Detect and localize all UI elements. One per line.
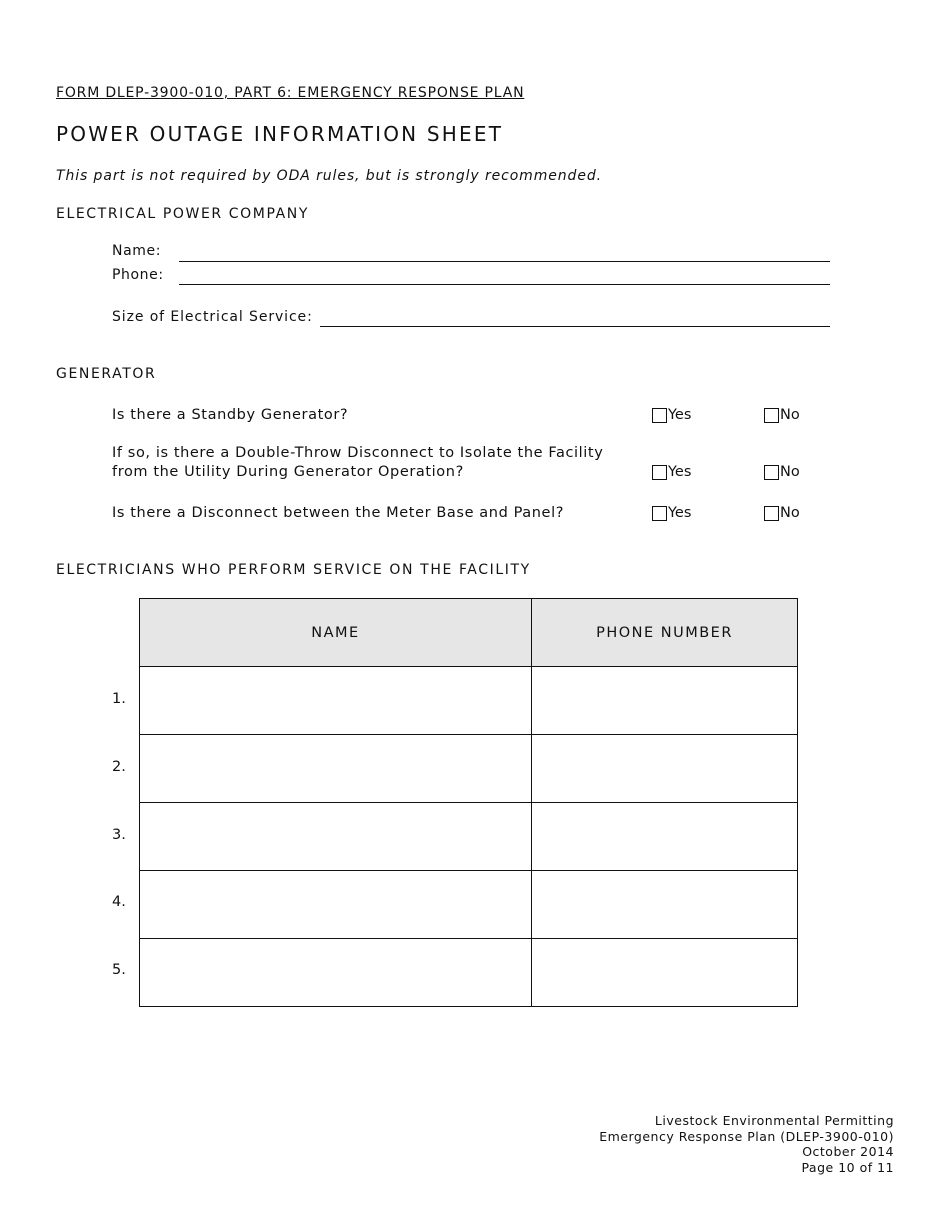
row-number: 3. — [112, 827, 126, 843]
yes-label: Yes — [668, 464, 692, 480]
company-name-field[interactable] — [179, 261, 830, 262]
double-throw-no[interactable] — [764, 464, 800, 480]
table-row — [140, 939, 798, 1007]
yes-label: Yes — [668, 505, 692, 521]
standby-generator-yes[interactable] — [652, 407, 691, 423]
service-size-label: Size of Electrical Service: — [112, 309, 313, 325]
electrician-phone-cell[interactable] — [532, 803, 798, 871]
electrician-name-cell[interactable] — [140, 871, 532, 939]
electrician-phone-cell[interactable] — [532, 735, 798, 803]
yes-label: Yes — [668, 407, 692, 423]
double-throw-question: If so, is there a Double-Throw Disconnect to Isolate the Facility from the Utility During Generator Operation? — [112, 445, 604, 480]
standby-generator-no[interactable] — [764, 407, 800, 423]
checkbox[interactable] — [764, 506, 779, 521]
page-footer — [599, 1113, 894, 1175]
electrician-phone-cell[interactable] — [532, 939, 798, 1007]
form-identifier: FORM DLEP-3900-010, PART 6: EMERGENCY RESPONSE PLAN — [56, 85, 525, 101]
table-row — [140, 735, 798, 803]
footer-date: October 2014 — [802, 1144, 894, 1159]
footer-document: Emergency Response Plan (DLEP-3900-010) — [599, 1128, 894, 1144]
phone-column-header: PHONE NUMBER — [532, 599, 798, 667]
meter-disconnect-no[interactable] — [764, 505, 800, 521]
table-header-row — [140, 599, 798, 667]
checkbox[interactable] — [652, 465, 667, 480]
electrician-name-cell[interactable] — [140, 939, 532, 1007]
checkbox[interactable] — [764, 408, 779, 423]
power-company-heading: ELECTRICAL POWER COMPANY — [56, 206, 310, 222]
electrician-name-cell[interactable] — [140, 667, 532, 735]
page-title: POWER OUTAGE INFORMATION SHEET — [56, 122, 504, 146]
footer-department: Livestock Environmental Permitting — [654, 1113, 894, 1128]
electrician-phone-cell[interactable] — [532, 871, 798, 939]
electricians-table — [139, 598, 798, 1007]
row-number: 5. — [112, 962, 126, 978]
electrician-name-cell[interactable] — [140, 803, 532, 871]
meter-disconnect-yes[interactable] — [652, 505, 691, 521]
no-label: No — [780, 407, 800, 423]
name-column-header: NAME — [140, 599, 532, 667]
electricians-heading: ELECTRICIANS WHO PERFORM SERVICE ON THE FACILITY — [56, 562, 531, 578]
no-label: No — [780, 505, 800, 521]
electrician-phone-cell[interactable] — [532, 667, 798, 735]
table-row — [140, 667, 798, 735]
service-size-field[interactable] — [320, 326, 830, 327]
row-number: 1. — [112, 691, 126, 707]
company-phone-label: Phone: — [112, 267, 164, 283]
row-number: 4. — [112, 894, 126, 910]
generator-heading: GENERATOR — [56, 366, 157, 382]
checkbox[interactable] — [652, 506, 667, 521]
no-label: No — [780, 464, 800, 480]
double-throw-yes[interactable] — [652, 464, 691, 480]
row-number: 2. — [112, 759, 126, 775]
company-phone-field[interactable] — [179, 284, 830, 285]
checkbox[interactable] — [764, 465, 779, 480]
electrician-name-cell[interactable] — [140, 735, 532, 803]
company-name-label: Name: — [112, 243, 162, 259]
recommendation-note: This part is not required by ODA rules, but is strongly recommended. — [56, 168, 602, 184]
checkbox[interactable] — [652, 408, 667, 423]
standby-generator-question: Is there a Standby Generator? — [112, 407, 349, 423]
page-number: Page 10 of 11 — [801, 1159, 894, 1175]
table-row — [140, 803, 798, 871]
meter-disconnect-question: Is there a Disconnect between the Meter Base and Panel? — [112, 505, 565, 521]
table-row — [140, 871, 798, 939]
